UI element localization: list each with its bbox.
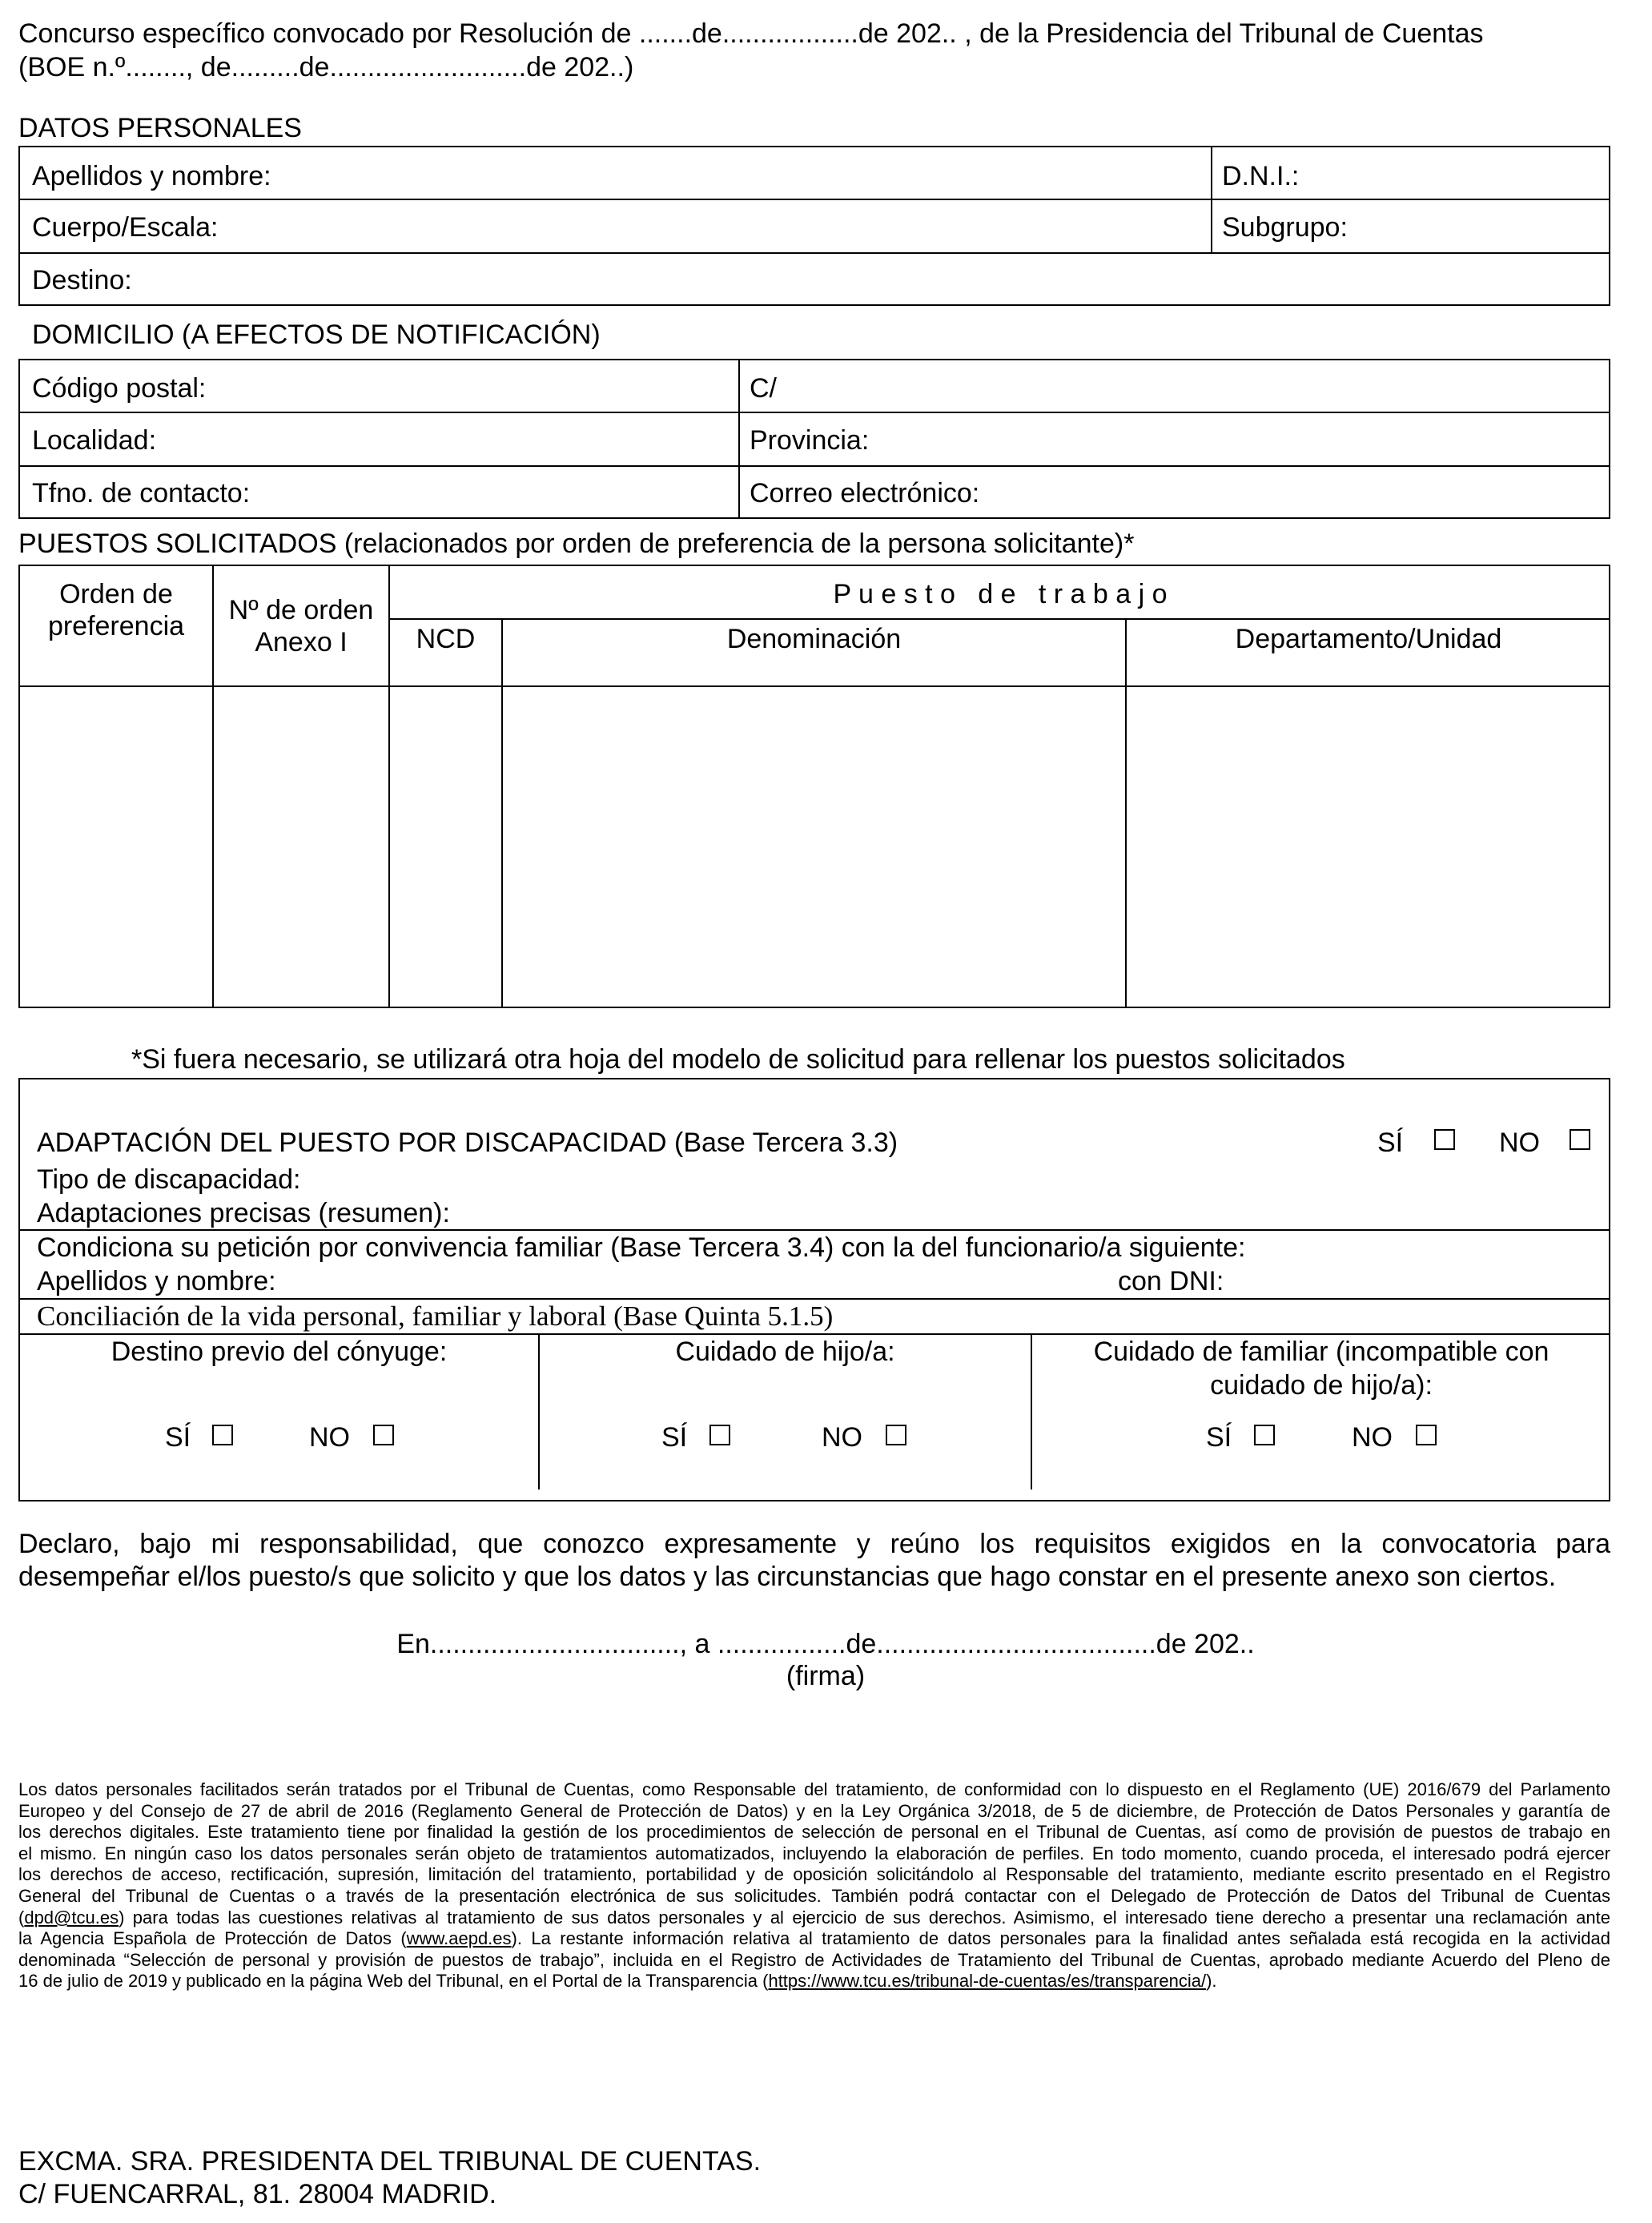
- dpd-email-link[interactable]: dpd@tcu.es: [24, 1907, 119, 1928]
- adaptations-summary-label[interactable]: Adaptaciones precisas (resumen):: [37, 1198, 450, 1228]
- privacy-line: Europeo y del Consejo de 27 de abril de 2016 (Reglamento General de Protección de Datos) y en la Ley Orgánica 3/2018, de 5 de diciembre, de Protección de Datos Personales y garantía de: [18, 1801, 1610, 1821]
- spouse-yes-label: SÍ: [165, 1422, 191, 1453]
- place-date-line[interactable]: En................................., a .................de.....................................de 202..: [396, 1629, 1255, 1659]
- disability-type-label[interactable]: Tipo de discapacidad:: [37, 1164, 301, 1195]
- col-department: Departamento/Unidad: [1235, 624, 1502, 654]
- declaration-line-1: Declaro, bajo mi responsabilidad, que conozco expresamente y reúno los requisitos exigidos en la convocatoria para: [18, 1529, 1610, 1559]
- relative-yes-label: SÍ: [1206, 1422, 1232, 1453]
- adaptation-no-checkbox[interactable]: [1570, 1129, 1590, 1150]
- signature-label: (firma): [786, 1661, 866, 1691]
- privacy-text: ).: [1206, 1971, 1217, 1991]
- adaptation-title: ADAPTACIÓN DEL PUESTO POR DISCAPACIDAD (Base Tercera 3.3): [37, 1128, 898, 1158]
- privacy-line: Los datos personales facilitados serán tratados por el Tribunal de Cuentas, como Responsable del tratamiento, de conformidad con lo dispuesto en el Reglamento (UE) 2016/679 del Parlamento: [18, 1779, 1610, 1799]
- address-title: DOMICILIO (A EFECTOS DE NOTIFICACIÓN): [32, 320, 601, 350]
- postal-code-label[interactable]: Código postal:: [32, 373, 207, 404]
- spouse-no-label: NO: [309, 1422, 350, 1453]
- family-condition-text: Condiciona su petición por convivencia familiar (Base Tercera 3.4) con la del funcionario/a siguiente:: [37, 1232, 1246, 1263]
- privacy-text: ). La restante información relativa al tratamiento de datos personales para la finalidad antes señalada está recogida en la actividad: [511, 1928, 1610, 1948]
- aepd-link[interactable]: www.aepd.es: [406, 1928, 512, 1948]
- privacy-line: [18, 1907, 1610, 1929]
- col-annex-line2: Anexo I: [255, 627, 348, 657]
- privacy-line: [18, 1971, 1610, 1992]
- col-denomination: Denominación: [726, 624, 902, 654]
- child-no-checkbox[interactable]: [886, 1425, 906, 1445]
- phone-label[interactable]: Tfno. de contacto:: [32, 478, 251, 509]
- positions-footnote: *Si fuera necesario, se utilizará otra hoja del modelo de solicitud para rellenar los puestos solicitados: [131, 1044, 1345, 1075]
- privacy-line: denominada “Selección de personal y provisión de puestos de trabajo”, incluida en el Registro de Actividades de Tratamiento del Tribunal de Cuentas, aprobado mediante Acuerdo del Pleno de: [18, 1950, 1610, 1970]
- privacy-line: [18, 1928, 1610, 1950]
- child-yes-checkbox[interactable]: [709, 1425, 730, 1445]
- adaptation-yes-label: SÍ: [1377, 1128, 1404, 1158]
- province-label[interactable]: Provincia:: [750, 425, 870, 456]
- col-order-line2: preferencia: [47, 611, 185, 641]
- relative-no-checkbox[interactable]: [1416, 1425, 1437, 1445]
- dni-field-label[interactable]: D.N.I.:: [1222, 161, 1300, 191]
- privacy-line: los derechos de acceso, rectificación, supresión, limitación del tratamiento, portabilidad y de oposición solicitándolo al Responsable del tratamiento, mediante escrito presentado en el Registro: [18, 1864, 1610, 1884]
- declaration-line-2: desempeñar el/los puesto/s que solicito y que los datos y las circunstancias que hago constar en el presente anexo son ciertos.: [18, 1562, 1557, 1592]
- child-yes-label: SÍ: [661, 1422, 688, 1453]
- convocation-line-2: (BOE n.º........, de.........de..........................de 202..): [18, 52, 634, 82]
- privacy-text: (: [18, 1907, 25, 1928]
- transparency-link[interactable]: https://www.tcu.es/tribunal-de-cuentas/es/transparencia/: [768, 1971, 1207, 1991]
- email-label[interactable]: Correo electrónico:: [750, 478, 980, 509]
- body-field-label[interactable]: Cuerpo/Escala:: [32, 212, 219, 243]
- locality-label[interactable]: Localidad:: [32, 425, 157, 456]
- job-position-header: P u e s t o d e t r a b a j o: [833, 579, 1168, 609]
- privacy-text: ) para todas las cuestiones relativas al tratamiento de sus datos personales y al ejercicio de sus derechos. Asimismo, el interesado tiene derecho a presentar una reclamación ante: [119, 1907, 1610, 1928]
- addressee-line-1: EXCMA. SRA. PRESIDENTA DEL TRIBUNAL DE CUENTAS.: [18, 2146, 762, 2177]
- conciliation-title: Conciliación de la vida personal, familiar y laboral (Base Quinta 5.1.5): [37, 1300, 834, 1332]
- col-annex-line1: Nº de orden: [228, 595, 374, 625]
- convocation-line-1: Concurso específico convocado por Resolución de .......de..................de 202.. , de la Presidencia del Tribunal de Cuentas: [18, 18, 1484, 49]
- family-care-label-line1: Cuidado de familiar (incompatible con: [1093, 1337, 1550, 1367]
- street-label[interactable]: C/: [750, 373, 777, 404]
- spouse-yes-checkbox[interactable]: [212, 1425, 233, 1445]
- col-ncd: NCD: [416, 624, 476, 654]
- subgroup-field-label[interactable]: Subgrupo:: [1222, 212, 1348, 243]
- family-care-label-line2: cuidado de hijo/a):: [1210, 1370, 1433, 1401]
- spouse-destination-label: Destino previo del cónyuge:: [111, 1337, 448, 1367]
- privacy-text: la Agencia Española de Protección de Datos (: [18, 1928, 407, 1948]
- name-field-label[interactable]: Apellidos y nombre:: [32, 161, 271, 191]
- child-no-label: NO: [822, 1422, 862, 1453]
- personal-data-title: DATOS PERSONALES: [18, 113, 302, 143]
- privacy-text: 16 de julio de 2019 y publicado en la página Web del Tribunal, en el Portal de la Transparencia (: [18, 1971, 769, 1991]
- family-name-label[interactable]: Apellidos y nombre:: [37, 1266, 276, 1296]
- privacy-line: los derechos digitales. Este tratamiento tiene por finalidad la gestión de los procedimientos de selección de personal en el Tribunal de Cuentas, así como de provisión de puestos de trabajo en: [18, 1822, 1610, 1842]
- family-dni-label[interactable]: con DNI:: [1118, 1266, 1224, 1296]
- spouse-no-checkbox[interactable]: [373, 1425, 394, 1445]
- adaptation-yes-checkbox[interactable]: [1434, 1129, 1455, 1150]
- positions-entry-area[interactable]: [20, 687, 1609, 1007]
- privacy-line: el mismo. En ningún caso los datos personales serán objeto de tratamientos automatizados, incluyendo la elaboración de perfiles. En todo momento, cuando proceda, el interesado podrá ejercer: [18, 1843, 1610, 1863]
- destination-field-label[interactable]: Destino:: [32, 265, 132, 295]
- child-care-label: Cuidado de hijo/a:: [675, 1337, 895, 1367]
- positions-title: PUESTOS SOLICITADOS (relacionados por orden de preferencia de la persona solicitante)*: [18, 529, 1135, 559]
- relative-no-label: NO: [1352, 1422, 1393, 1453]
- relative-yes-checkbox[interactable]: [1254, 1425, 1275, 1445]
- adaptation-no-label: NO: [1499, 1128, 1540, 1158]
- privacy-line: General del Tribunal de Cuentas o a través de la presentación electrónica de sus solicitudes. También podrá contactar con el Delegado de Protección de Datos del Tribunal de Cuentas: [18, 1886, 1610, 1906]
- col-order-line1: Orden de: [59, 579, 173, 609]
- addressee-line-2: C/ FUENCARRAL, 81. 28004 MADRID.: [18, 2179, 497, 2209]
